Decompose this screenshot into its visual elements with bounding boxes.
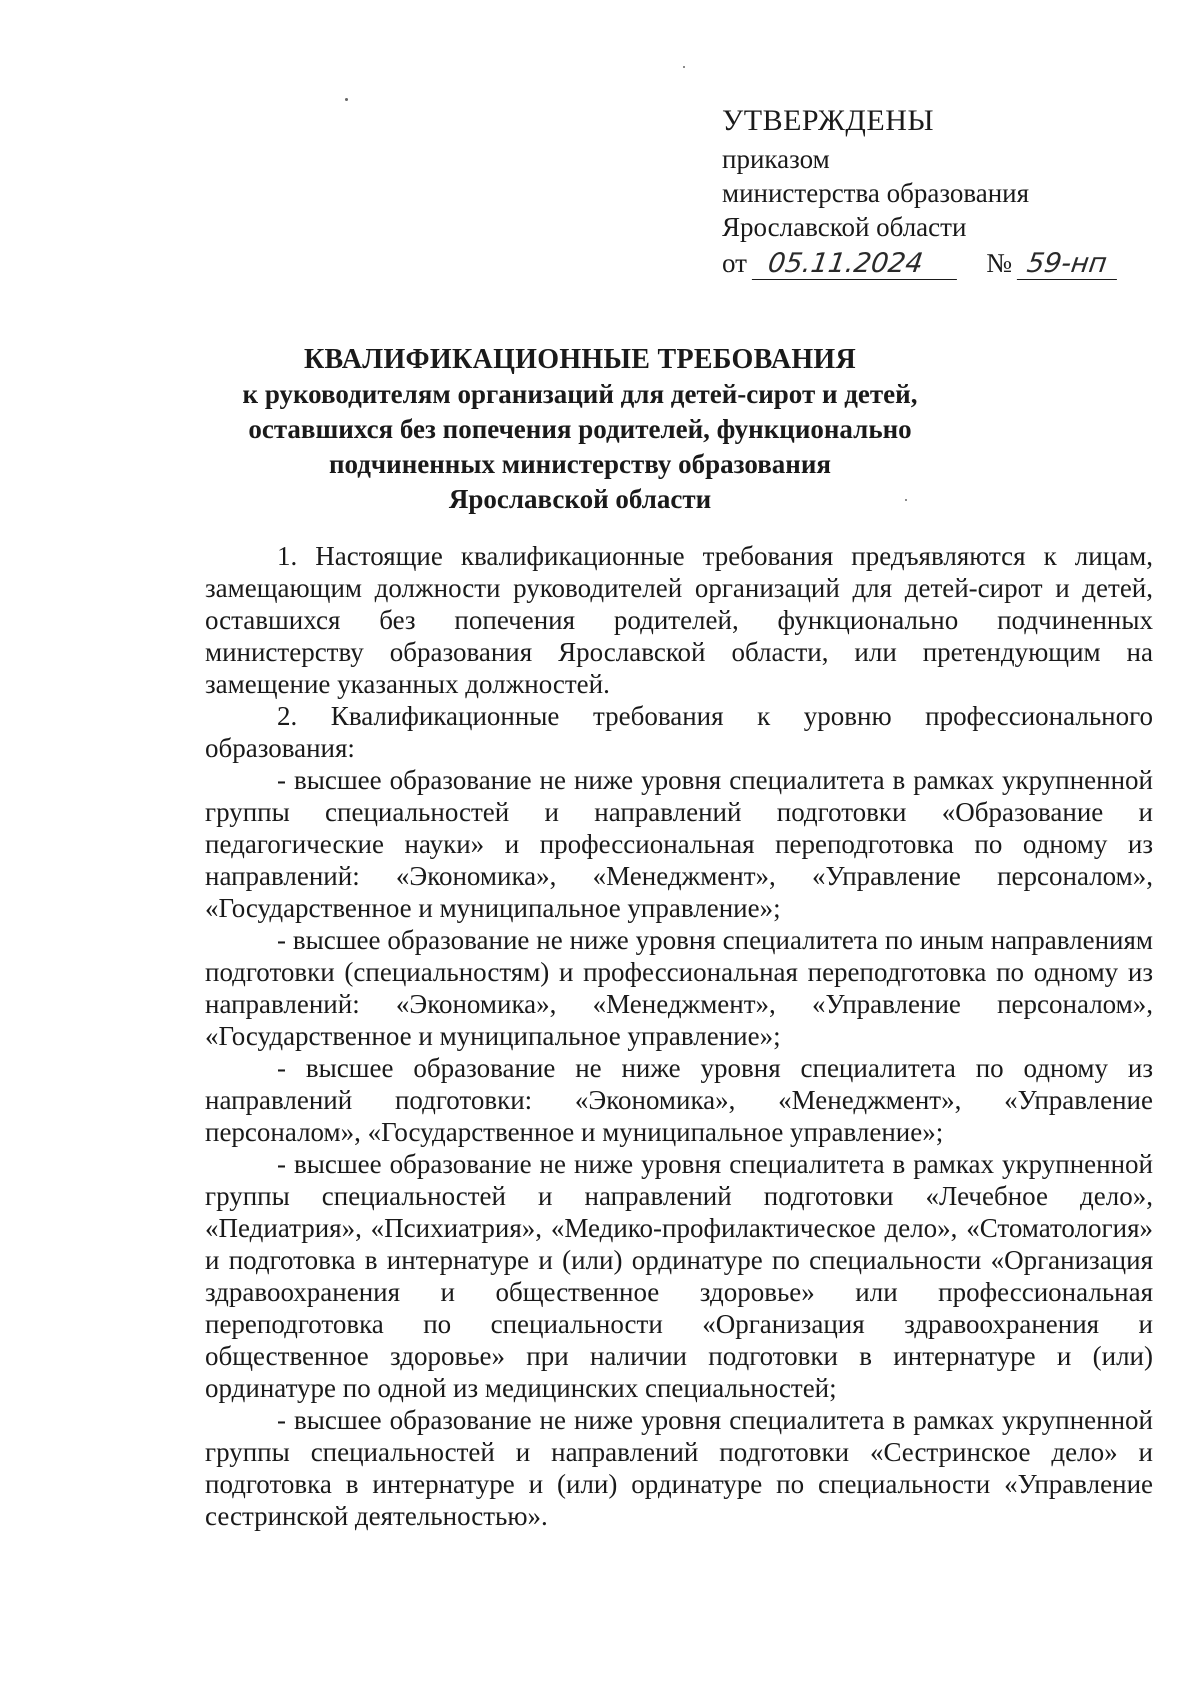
approval-heading: УТВЕРЖДЕНЫ	[722, 104, 935, 137]
paragraph-2: 2. Квалификационные требования к уровню профессионального образования:	[205, 701, 1153, 763]
number-prefix: №	[986, 248, 1012, 278]
requirement-item-5: - высшее образование не ниже уровня специалитета в рамках укрупненной группы специальностей и направлений подготовки «Сестринское дело» и подготовка в интернатуре и (или) ординатуре по специальности «Управление сестринской деятельностью».	[205, 1405, 1153, 1531]
title-sub-line-4: Ярославской области	[448, 484, 712, 514]
title-sub-line-2: оставшихся без попечения родителей, функционально	[248, 414, 912, 444]
document-body	[205, 540, 1153, 1532]
approval-date-row	[722, 246, 1142, 280]
approval-line-order: приказом	[722, 144, 830, 174]
title-sub-line-3: подчиненных министерству образования	[328, 449, 831, 479]
approval-line-region: Ярославской области	[722, 212, 967, 242]
requirement-item-2: - высшее образование не ниже уровня специалитета по иным направлениям подготовки (специальностям) и профессиональная переподготовка по одному из направлений: «Экономика», «Менеджмент», «Управление персоналом», «Государственное и муниципальное управление»;	[205, 925, 1153, 1051]
title-main: КВАЛИФИКАЦИОННЫЕ ТРЕБОВАНИЯ	[303, 344, 857, 375]
scan-speck	[345, 98, 348, 101]
scan-speck	[683, 66, 685, 68]
title-sub-line-1: к руководителям организаций для детей-сирот и детей,	[242, 379, 918, 409]
approval-block	[722, 104, 1142, 280]
requirement-item-4: - высшее образование не ниже уровня специалитета в рамках укрупненной группы специальностей и направлений подготовки «Лечебное дело», «Педиатрия», «Психиатрия», «Медико-профилактическое дело», «Стоматология» и подготовка в интернатуре и (или) ординатуре по специальности «Организация здравоохранения и общественное здоровье» или профессиональная переподготовка по специальности «Организация здравоохранения и общественное здоровье» при наличии подготовки в интернатуре и (или) ординатуре по одной из медицинских специальностей;	[205, 1149, 1153, 1403]
handwritten-number: 59-нп	[1017, 249, 1121, 280]
requirement-item-3: - высшее образование не ниже уровня специалитета по одному из направлений подготовки: «Экономика», «Менеджмент», «Управление персоналом», «Государственное и муниципальное управление»;	[205, 1053, 1153, 1147]
paragraph-1: 1. Настоящие квалификационные требования предъявляются к лицам, замещающим должности руководителей организаций для детей-сирот и детей, оставшихся без попечения родителей, функционально подчиненных министерству образования Ярославской области, или претендующим на замещение указанных должностей.	[205, 541, 1153, 699]
document-title	[200, 342, 960, 517]
approval-line-ministry: министерства образования	[722, 178, 1030, 208]
requirement-item-1: - высшее образование не ниже уровня специалитета в рамках укрупненной группы специальностей и направлений подготовки «Образование и педагогические науки» и профессиональная переподготовка по одному из направлений: «Экономика», «Менеджмент», «Управление персоналом», «Государственное и муниципальное управление»;	[205, 765, 1153, 923]
handwritten-date: 05.11.2024	[752, 249, 961, 280]
date-prefix: от	[722, 248, 747, 278]
